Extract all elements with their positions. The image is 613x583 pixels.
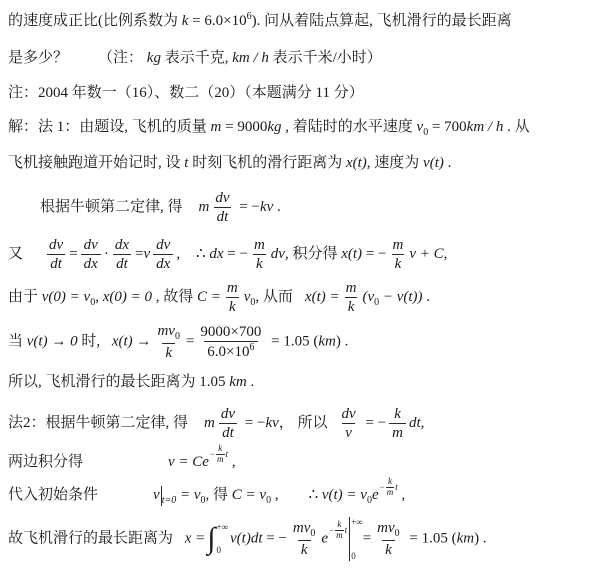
line-conclusion-1 — [8, 370, 609, 391]
math-expr: v(t)dt — [230, 530, 263, 547]
frac-numerator — [374, 519, 403, 540]
math-text: = − — [223, 245, 248, 262]
frac-numerator — [290, 519, 319, 540]
math-var-e: e — [371, 487, 379, 504]
math-text: = — [185, 333, 195, 350]
math-text: , — [397, 487, 406, 504]
math-text: ) . — [474, 530, 487, 547]
subscript: 0 — [394, 527, 400, 539]
therefore-sign: ∴ — [196, 245, 210, 262]
math-var-dx: dx — [209, 245, 224, 262]
math-fraction — [153, 236, 173, 273]
line-final-result — [8, 517, 609, 561]
math-fraction — [197, 323, 264, 361]
line-method2-newton — [8, 405, 609, 442]
math-fraction — [218, 405, 238, 442]
cjk-text: . — [443, 155, 452, 171]
math-expr: = v — [176, 487, 201, 504]
math-var: mv — [377, 519, 395, 536]
subscript: 0 — [174, 331, 180, 342]
subscript: 0 — [200, 495, 206, 507]
math-var-t: t — [395, 482, 398, 493]
frac-denominator: m — [386, 486, 394, 497]
line-chain-rule — [8, 236, 609, 273]
cjk-text: 根据牛顿第二定律, 得 — [40, 198, 183, 215]
subscript: 0 — [250, 296, 256, 308]
cjk-text: 表示千米/小时） — [268, 50, 382, 66]
frac-denominator: v — [342, 423, 355, 442]
math-text: , — [420, 414, 425, 431]
eval-lower-limit: 0 — [351, 550, 356, 561]
math-var-v: v — [143, 245, 151, 262]
frac-numerator: 9000×700 — [200, 324, 262, 340]
cjk-text: 时刻飞机的滑行距离为 — [188, 155, 346, 171]
minus-sign: − — [379, 482, 385, 493]
math-expr: x(0) = 0 — [102, 288, 152, 305]
frac-numerator: k — [337, 518, 342, 529]
cjk-text: , 着陆时的水平速度 — [281, 119, 417, 135]
frac-denominator: dt — [219, 423, 237, 442]
therefore-sign: ∴ — [308, 487, 322, 504]
frac-denominator: m — [217, 453, 224, 464]
math-text: = − — [241, 414, 266, 431]
math-expr: v = Ce — [168, 454, 209, 470]
math-var-dv: dv — [270, 245, 285, 262]
frac-numerator: m — [253, 237, 265, 253]
math-expr: (v — [362, 288, 375, 305]
integral-upper-limit: +∞ — [216, 522, 229, 533]
cjk-text: 两边积分得 — [8, 454, 84, 470]
line-source-note — [8, 81, 609, 102]
math-fraction — [389, 405, 406, 442]
integral-limits — [217, 522, 229, 555]
cjk-text: 时, — [77, 333, 104, 350]
cjk-text: 又 — [8, 245, 24, 262]
math-fraction — [154, 322, 183, 362]
math-expr: C = v — [231, 487, 267, 504]
math-expr: x(t) = — [304, 288, 340, 305]
math-var: mv — [292, 519, 311, 536]
math-text: = — [69, 245, 78, 262]
math-fraction — [251, 236, 268, 273]
minus-sign: − — [329, 525, 335, 536]
math-var-C: C = — [197, 288, 221, 305]
small-fraction — [386, 477, 395, 498]
frac-denominator: dt — [214, 207, 232, 226]
line-integrate — [8, 442, 609, 473]
math-text: = 9000 — [221, 119, 268, 135]
frac-numerator: dv — [49, 237, 64, 253]
cjk-text: 的速度成正比(比例系数为 — [8, 13, 182, 29]
frac-numerator: k — [394, 406, 401, 422]
math-text: , — [271, 487, 279, 504]
math-expr: v(t) = v — [321, 487, 367, 504]
integral — [207, 522, 228, 555]
minus-sign: − — [209, 449, 216, 459]
cjk-text: , 速度为 — [366, 155, 424, 171]
math-unit-kmh: km / h — [232, 50, 269, 66]
frac-numerator: dv — [156, 237, 171, 253]
frac-denominator: k — [298, 540, 311, 559]
frac-denominator: m — [336, 529, 343, 540]
eval-limits — [351, 517, 363, 561]
math-text: = — [362, 530, 372, 547]
math-var-v: v — [153, 487, 160, 504]
frac-numerator: dv — [220, 406, 236, 422]
math-var-t: t — [344, 525, 348, 536]
frac-denominator: dx — [153, 254, 173, 273]
math-var-t: t — [184, 155, 189, 171]
math-unit-kmh: km / h — [466, 119, 504, 135]
math-unit-kg: kg — [267, 119, 282, 135]
math-var-xt: x(t) — [345, 155, 367, 171]
frac-denominator: k — [253, 254, 266, 273]
integral-lower-limit: 0 — [216, 545, 222, 556]
small-fraction — [216, 444, 225, 465]
math-fraction — [212, 189, 232, 226]
math-var-v: v — [243, 288, 251, 305]
math-var-m: m — [210, 119, 222, 135]
cjk-text: . 从 — [503, 119, 530, 135]
math-var-m: m — [204, 414, 215, 431]
math-fraction — [46, 236, 66, 273]
math-solution-document — [8, 9, 609, 561]
math-expr: v(t) → 0 — [26, 333, 78, 350]
frac-numerator: dv — [215, 190, 230, 206]
frac-numerator — [154, 322, 183, 343]
math-text: = 700 — [428, 119, 467, 135]
math-var-kv: kv — [259, 198, 274, 215]
frac-numerator: m — [345, 280, 357, 296]
cjk-text: 是多少？ — [8, 50, 69, 66]
math-text: , — [228, 454, 236, 470]
math-text: = − — [362, 245, 387, 262]
eval-upper-limit: +∞ — [351, 516, 363, 527]
math-fraction — [112, 236, 132, 273]
math-text: . — [422, 288, 431, 305]
frac-denominator: dt — [47, 254, 65, 273]
math-expr: x(t) → — [111, 333, 152, 350]
integral-sign: ∫ — [207, 522, 216, 556]
cjk-text: 代入初始条件 — [8, 487, 99, 504]
math-text: , — [95, 288, 103, 305]
math-var-m: m — [198, 198, 210, 215]
math-var-e: e — [321, 530, 329, 547]
line-problem-text-2 — [8, 46, 609, 67]
math-fraction — [290, 519, 319, 559]
cjk-text: （注： — [98, 50, 147, 66]
line-substitute-initial — [8, 476, 609, 507]
line-newton-law — [8, 189, 609, 226]
math-text: ) . — [335, 333, 349, 350]
math-text: , — [443, 245, 448, 262]
superscript-exponent: 6 — [246, 11, 252, 22]
superscript-exponent: 6 — [249, 342, 255, 353]
math-text: . — [273, 198, 281, 215]
frac-denominator: k — [345, 297, 358, 316]
math-text: 6.0×10 — [207, 344, 250, 360]
math-exponent — [210, 444, 228, 465]
math-unit-kg: kg — [146, 50, 161, 66]
math-unit-km: km — [456, 530, 475, 547]
cjk-text: 由于 — [8, 288, 42, 305]
frac-numerator: k — [218, 442, 223, 453]
subscript: 0 — [90, 296, 96, 308]
cjk-text: 所以, 飞机滑行的最长距离为 — [8, 374, 200, 390]
cjk-text: 故飞机滑行的最长距离为 — [8, 530, 177, 547]
subscript: t=0 — [161, 495, 177, 507]
cjk-text: 解：法 1：由题设, 飞机的质量 — [8, 119, 211, 135]
cjk-text: 注：2004 年数一（16）、数二（20）（本题满分 11 分） — [8, 85, 364, 101]
cjk-text: 表示千克, — [160, 50, 233, 66]
cjk-text: ， 所以 — [278, 414, 328, 431]
frac-denominator — [204, 341, 257, 361]
math-text: , — [176, 245, 181, 262]
frac-numerator: m — [226, 280, 238, 296]
cjk-text: 飞机接触跑道开始记时, 设 — [8, 155, 185, 171]
frac-denominator: k — [392, 254, 405, 273]
math-unit-km: km — [229, 374, 247, 390]
math-var-dt: dt — [408, 414, 421, 431]
math-text: = 1.05 ( — [405, 530, 457, 547]
line-initial-conditions — [8, 279, 609, 316]
frac-denominator: k — [162, 343, 175, 362]
frac-denominator: dx — [81, 254, 101, 273]
math-expr: v(0) = v — [41, 288, 91, 305]
line-setup-variables — [8, 151, 609, 172]
frac-denominator: k — [226, 297, 239, 316]
cjk-text: 当 — [8, 333, 27, 350]
math-text: = 1.05 ( — [267, 333, 319, 350]
subscript: 0 — [374, 296, 380, 308]
math-var-kv: kv — [265, 414, 279, 431]
math-text: = 6.0×10 — [188, 13, 247, 29]
cjk-text: , 得 — [205, 487, 232, 504]
frac-numerator: m — [392, 237, 404, 253]
frac-denominator: dt — [113, 254, 131, 273]
math-text: = − — [235, 198, 260, 215]
line-limit-result — [8, 322, 609, 362]
math-text: = − — [361, 414, 387, 431]
frac-denominator: m — [389, 423, 406, 442]
subscript: 0 — [423, 127, 429, 138]
math-text: . — [246, 374, 255, 390]
subscript: 0 — [310, 527, 316, 539]
math-fraction — [389, 236, 406, 273]
math-var-v: v — [416, 119, 424, 135]
math-fraction — [224, 279, 241, 316]
evaluation-bar — [349, 517, 363, 561]
math-text: = − — [262, 530, 287, 547]
math-exponent — [329, 520, 347, 541]
math-var-vt: v(t) — [423, 155, 444, 171]
math-fraction — [339, 405, 359, 442]
math-var: mv — [157, 323, 175, 339]
subscript: 0 — [366, 495, 372, 507]
small-fraction — [335, 520, 344, 541]
math-var-t: t — [225, 449, 229, 459]
math-fraction — [81, 236, 101, 273]
line-problem-text-1 — [8, 9, 609, 30]
frac-numerator: dx — [114, 237, 129, 253]
cjk-text: ). 问从着陆点算起, 飞机滑行的最长距离 — [251, 13, 512, 29]
math-var-x: x = — [184, 530, 206, 547]
frac-denominator: k — [382, 540, 395, 559]
dot-operator: · — [103, 245, 109, 262]
cjk-text: , 从而 — [255, 288, 293, 305]
cjk-text: , 故得 — [151, 288, 197, 305]
math-text: 1.05 — [199, 374, 230, 390]
math-expr: − v(t)) — [379, 288, 423, 305]
cjk-text: 法2：根据牛顿第二定律, 得 — [8, 414, 189, 431]
subscript: 0 — [266, 495, 272, 507]
math-text: = — [135, 245, 144, 262]
math-var-xt: x(t) — [341, 245, 363, 262]
cjk-text: , 积分得 — [284, 245, 342, 262]
frac-numerator: dv — [341, 406, 356, 422]
frac-numerator: k — [387, 476, 392, 486]
math-var-vC: v + C — [409, 245, 444, 262]
math-unit-km: km — [318, 333, 336, 350]
math-exponent — [380, 477, 398, 498]
frac-numerator: dv — [83, 237, 98, 253]
math-fraction — [374, 519, 403, 559]
line-solution1-start — [8, 115, 609, 138]
math-var-k: k — [181, 13, 189, 29]
bar-line — [349, 517, 350, 561]
math-fraction — [343, 279, 360, 316]
